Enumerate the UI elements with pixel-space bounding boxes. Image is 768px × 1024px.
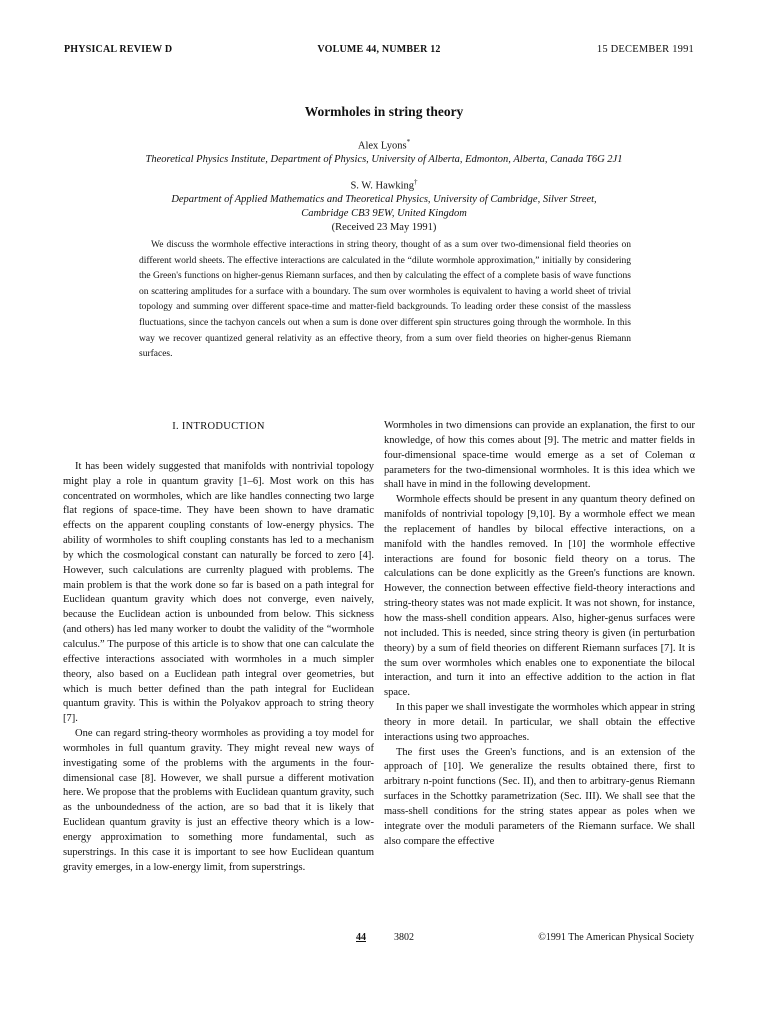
running-head — [64, 44, 694, 58]
journal-name: PHYSICAL REVIEW D — [64, 44, 173, 55]
article-title: Wormholes in string theory — [304, 104, 464, 119]
issue-date: 15 DECEMBER 1991 — [596, 44, 694, 55]
author-2-affiliation-line-1: Department of Applied Mathematics and Theoretical Physics, University of Cambridge, Silver Street, — [171, 194, 597, 205]
author-1 — [0, 138, 768, 152]
volume-number: VOLUME 44, NUMBER 12 — [317, 44, 441, 55]
author-1-affiliation: Theoretical Physics Institute, Department of Physics, University of Alberta, Edmonton, Alberta, Canada T6G 2J1 — [145, 154, 623, 165]
paragraph: In this paper we shall investigate the wormholes which appear in string theory in more detail. In particular, we shall obtain the effective interactions using two approaches. — [384, 702, 695, 743]
copyright: ©1991 The American Physical Society — [538, 932, 694, 943]
footer-volume: 44 — [356, 932, 366, 943]
page-number: 3802 — [394, 932, 414, 943]
page-footer — [64, 932, 694, 946]
section-heading: I. INTRODUCTION — [172, 421, 265, 432]
left-column — [63, 420, 374, 875]
author-1-name: Alex Lyons — [357, 140, 407, 152]
author-1-footnote-mark: * — [406, 138, 411, 146]
paragraph: Wormhole effects should be present in any quantum theory defined on manifolds of nontrivial topology [9,10]. By a wormhole effect we mean the replacement of handles by bilocal effective interactions, on a manifold with the handles removed. In [10] the wormhole effective interactions are found for bosonic field theory on a torus. The calculations can be done explicitly as the Green's functions are known. However, the connection between effective field-theory interactions and string-theory states was not made explicit. It was not shown, for instance, how the mass-shell condition appears. Also, higher-genus surfaces were not included. This is needed, since string theory is given (in perturbation theory) by a sum of field theories on different Riemann surfaces [7]. It is the sum over wormholes which enables one to exponentiate the bilocal interaction, and turn it into an effective addition to the action in flat space. — [384, 494, 695, 699]
received-date: (Received 23 May 1991) — [331, 222, 437, 233]
author-2-affiliation-line-2: Cambridge CB3 9EW, United Kingdom — [301, 208, 467, 219]
author-2-name: S. W. Hawking — [350, 180, 415, 192]
author-2-footnote-mark: † — [414, 178, 418, 186]
paragraph: Wormholes in two dimensions can provide an explanation, the first to our knowledge, of how this comes about [9]. The metric and matter fields in four-dimensional space-time would emerge as a set of Coleman α parameters for the two-dimensional wormholes. It is this idea which we shall have in mind in the following development. — [384, 420, 695, 491]
paragraph: It has been widely suggested that manifolds with nontrivial topology might play a role in quantum gravity [1–6]. Most work on this has concentrated on wormholes, which are like handles connecting two large flat regions of space-time. They have been shown to have dramatic effects on the apparent coupling constants of low-energy physics. The ability of wormholes to shift coupling constants has led to a mechanism by which the cosmological constant can naturally be forced to zero [4]. However, such calculations are currenlty plagued with problems. The main problem is that the work done so far is based on a path integral for Euclidean quantum gravity which does not converge, even naively, because the Euclidean action is unbounded from below. This sickness (and others) has led many worker to doubt the validity of the “wormhole calculus.” The purpose of this article is to show that one can calculate the effective interactions associated with wormholes in a much simpler theory, also based on a Euclidean path integral over geometries, but which is much better defined than the path integral for Euclidean quantum gravity. This is within the Polyakov approach to string theory [7]. — [63, 460, 374, 725]
right-column — [384, 419, 695, 849]
paragraph: The first uses the Green's functions, and is an extension of the approach of [10]. We generalize the results obtained there, first to arbitrary n-point functions (Sec. II), and then to arbitrary-genus Riemann surfaces in the Schottky parametrization (Sec. III). We shall see that the mass-shell conditions for the string states appear as poles when we integrate over the moduli parameters of the Riemann surface. We shall also compare the effective — [384, 746, 695, 847]
paragraph: One can regard string-theory wormholes as providing a toy model for wormholes in full quantum gravity. They might reveal new ways of investigating some of the problems with the arguments in the four-dimensional case [8]. However, we shall pursue a different motivation here. We propose that the problems with Euclidean quantum gravity, such as the unboundedness of the action, are so bad that it is likely that Euclidean quantum gravity is just an effective theory which is a low-energy approximation to something more fundamental, such as superstrings. In this case it is important to see how Euclidean quantum gravity emerges, in a low-energy limit, from superstrings. — [63, 728, 374, 873]
author-2 — [0, 178, 768, 192]
abstract: We discuss the wormhole effective interactions in string theory, thought of as a sum over two-dimensional field theories on different world sheets. The effective interactions are calculated in the “dilute wormhole approximation,” initially by considering the Green's functions on higher-genus Riemann surfaces, and then by calculating the effect of a complete basis of wave functions on scattering amplitudes for a surface with a boundary. The sum over wormholes is equivalent to having a world sheet of trivial topology and summing over different space-time and matter-field backgrounds. To leading order these consist of the massless fluctuations, since the tachyon cancels out when a sum is done over different spin structures going through the wormhole. In this way we recover quantized general relativity as an effective theory, from a sum over field theories on higher-genus Riemann surfaces. — [139, 240, 631, 360]
